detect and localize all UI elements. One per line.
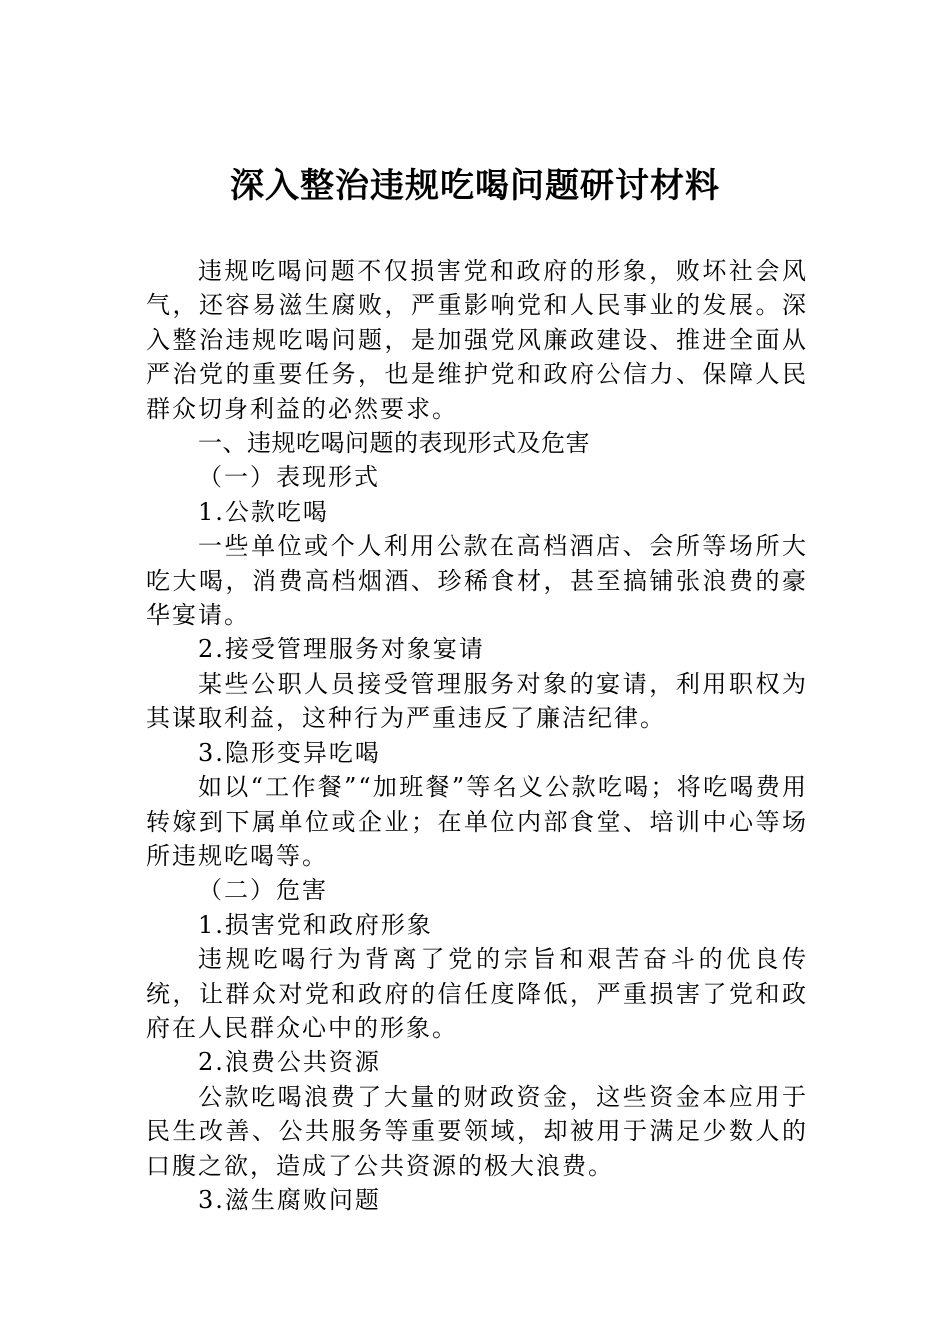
item-paragraph: 公款吃喝浪费了大量的财政资金，这些资金本应用于民生改善、公共服务等重要领域，却被用于满足少数人的口腹之欲，造成了公共资源的极大浪费。 [146,1082,808,1180]
item-paragraph: 某些公职人员接受管理服务对象的宴请，利用职权为其谋取利益，这种行为严重违反了廉洁纪律。 [146,669,808,733]
intro-paragraph: 违规吃喝问题不仅损害党和政府的形象，败坏社会风气，还容易滋生腐败，严重影响党和人民事业的发展。深入整治违规吃喝问题，是加强党风廉政建设、推进全面从严治党的重要任务，也是维护党和政府公信力、保障人民群众切身利益的必然要求。 [146,257,808,423]
document-body [146,254,808,1217]
item-paragraph: 一些单位或个人利用公款在高档酒店、会所等场所大吃大喝，消费高档烟酒、珍稀食材，甚至搞铺张浪费的豪华宴请。 [146,532,808,630]
document-title: 深入整治违规吃喝问题研讨材料 [230,166,720,206]
subsection-heading-forms: （一）表现形式 [198,463,380,492]
item-heading: 1.公款吃喝 [198,497,329,526]
item-paragraph: 违规吃喝行为背离了党的宗旨和艰苦奋斗的优良传统，让群众对党和政府的信任度降低，严重损害了党和政府在人民群众心中的形象。 [146,945,808,1042]
item-heading: 2.浪费公共资源 [198,1048,381,1077]
section-heading: 一、违规吃喝问题的表现形式及危害 [198,429,590,458]
item-heading: 1.损害党和政府形象 [198,910,433,939]
item-heading: 3.滋生腐败问题 [198,1185,381,1214]
item-paragraph: 如以“工作餐”“加班餐”等名义公款吃喝；将吃喝费用转嫁到下属单位或企业；在单位内部食堂、培训中心等场所违规吃喝等。 [146,773,808,870]
item-heading: 3.隐形变异吃喝 [198,738,381,767]
subsection-heading-harms: （二）危害 [198,876,328,905]
item-heading: 2.接受管理服务对象宴请 [198,635,485,664]
